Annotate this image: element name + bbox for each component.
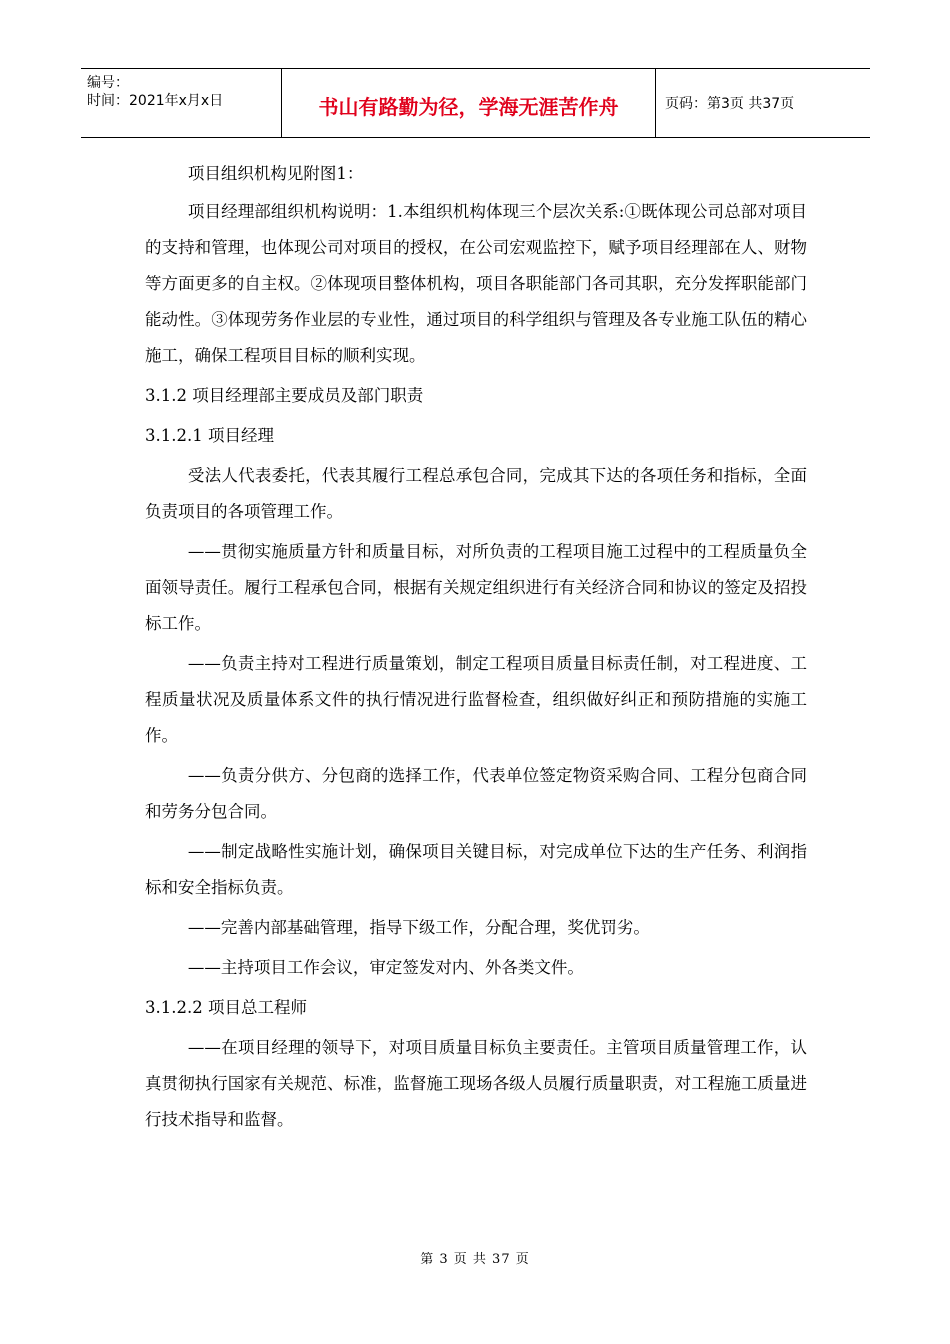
- document-number-label: 编号：: [87, 75, 129, 91]
- section-heading-3-1-2-1: 3.1.2.1 项目经理: [145, 426, 274, 445]
- paragraph-pm-duty-quality: ——贯彻实施质量方针和质量目标，对所负责的工程项目施工过程中的工程质量负全面领导责任。履行工程承包合同，根据有关规定组织进行有关经济合同和协议的签定及招投标工作。: [145, 542, 807, 633]
- paragraph-pm-duty-strategy: ——制定战略性实施计划，确保项目关键目标，对完成单位下达的生产任务、利润指标和安全指标负责。: [145, 842, 807, 897]
- document-date: 时间：2021年x月x日: [87, 93, 224, 109]
- paragraph-chief-engineer-duty: ——在项目经理的领导下，对项目质量目标负主要责任。主管项目质量管理工作，认真贯彻执行国家有关规范、标准，监督施工现场各级人员履行质量职责，对工程施工质量进行技术指导和监督。: [145, 1038, 807, 1129]
- document-body: [145, 156, 807, 1138]
- header-page-number: 页码：第3页 共37页: [665, 96, 795, 112]
- header-meta: [81, 69, 282, 137]
- page-header: [81, 68, 870, 138]
- paragraph-org-chart-ref: 项目组织机构见附图1：: [187, 164, 364, 183]
- paragraph-pm-delegation: 受法人代表委托，代表其履行工程总承包合同，完成其下达的各项任务和指标，全面负责项目的各项管理工作。: [145, 466, 807, 521]
- section-heading-3-1-2-2: 3.1.2.2 项目总工程师: [145, 998, 307, 1017]
- section-heading-3-1-2: 3.1.2 项目经理部主要成员及部门职责: [145, 386, 424, 405]
- paragraph-pm-duty-management: ——完善内部基础管理，指导下级工作，分配合理，奖优罚劣。: [187, 918, 650, 937]
- paragraph-pm-duty-planning: ——负责主持对工程进行质量策划，制定工程项目质量目标责任制，对工程进度、工程质量状况及质量体系文件的执行情况进行监督检查，组织做好纠正和预防措施的实施工作。: [145, 654, 807, 745]
- header-motto: 书山有路勤为径，学海无涯苦作舟: [282, 69, 656, 137]
- paragraph-pm-duty-meetings: ——主持项目工作会议，审定签发对内、外各类文件。: [187, 958, 584, 977]
- page-footer: 第 3 页 共 37 页: [420, 1252, 530, 1267]
- paragraph-pm-duty-suppliers: ——负责分供方、分包商的选择工作，代表单位签定物资采购合同、工程分包商合同和劳务分包合同。: [145, 766, 807, 821]
- paragraph-org-description: 项目经理部组织机构说明：1.本组织机构体现三个层次关系:①既体现公司总部对项目的支持和管理，也体现公司对项目的授权，在公司宏观监控下，赋予项目经理部在人、财物等方面更多的自主权。②体现项目整体机构，项目各职能部门各司其职，充分发挥职能部门能动性。③体现劳务作业层的专业性，通过项目的科学组织与管理及各专业施工队伍的精心施工，确保工程项目目标的顺利实现。: [145, 202, 807, 365]
